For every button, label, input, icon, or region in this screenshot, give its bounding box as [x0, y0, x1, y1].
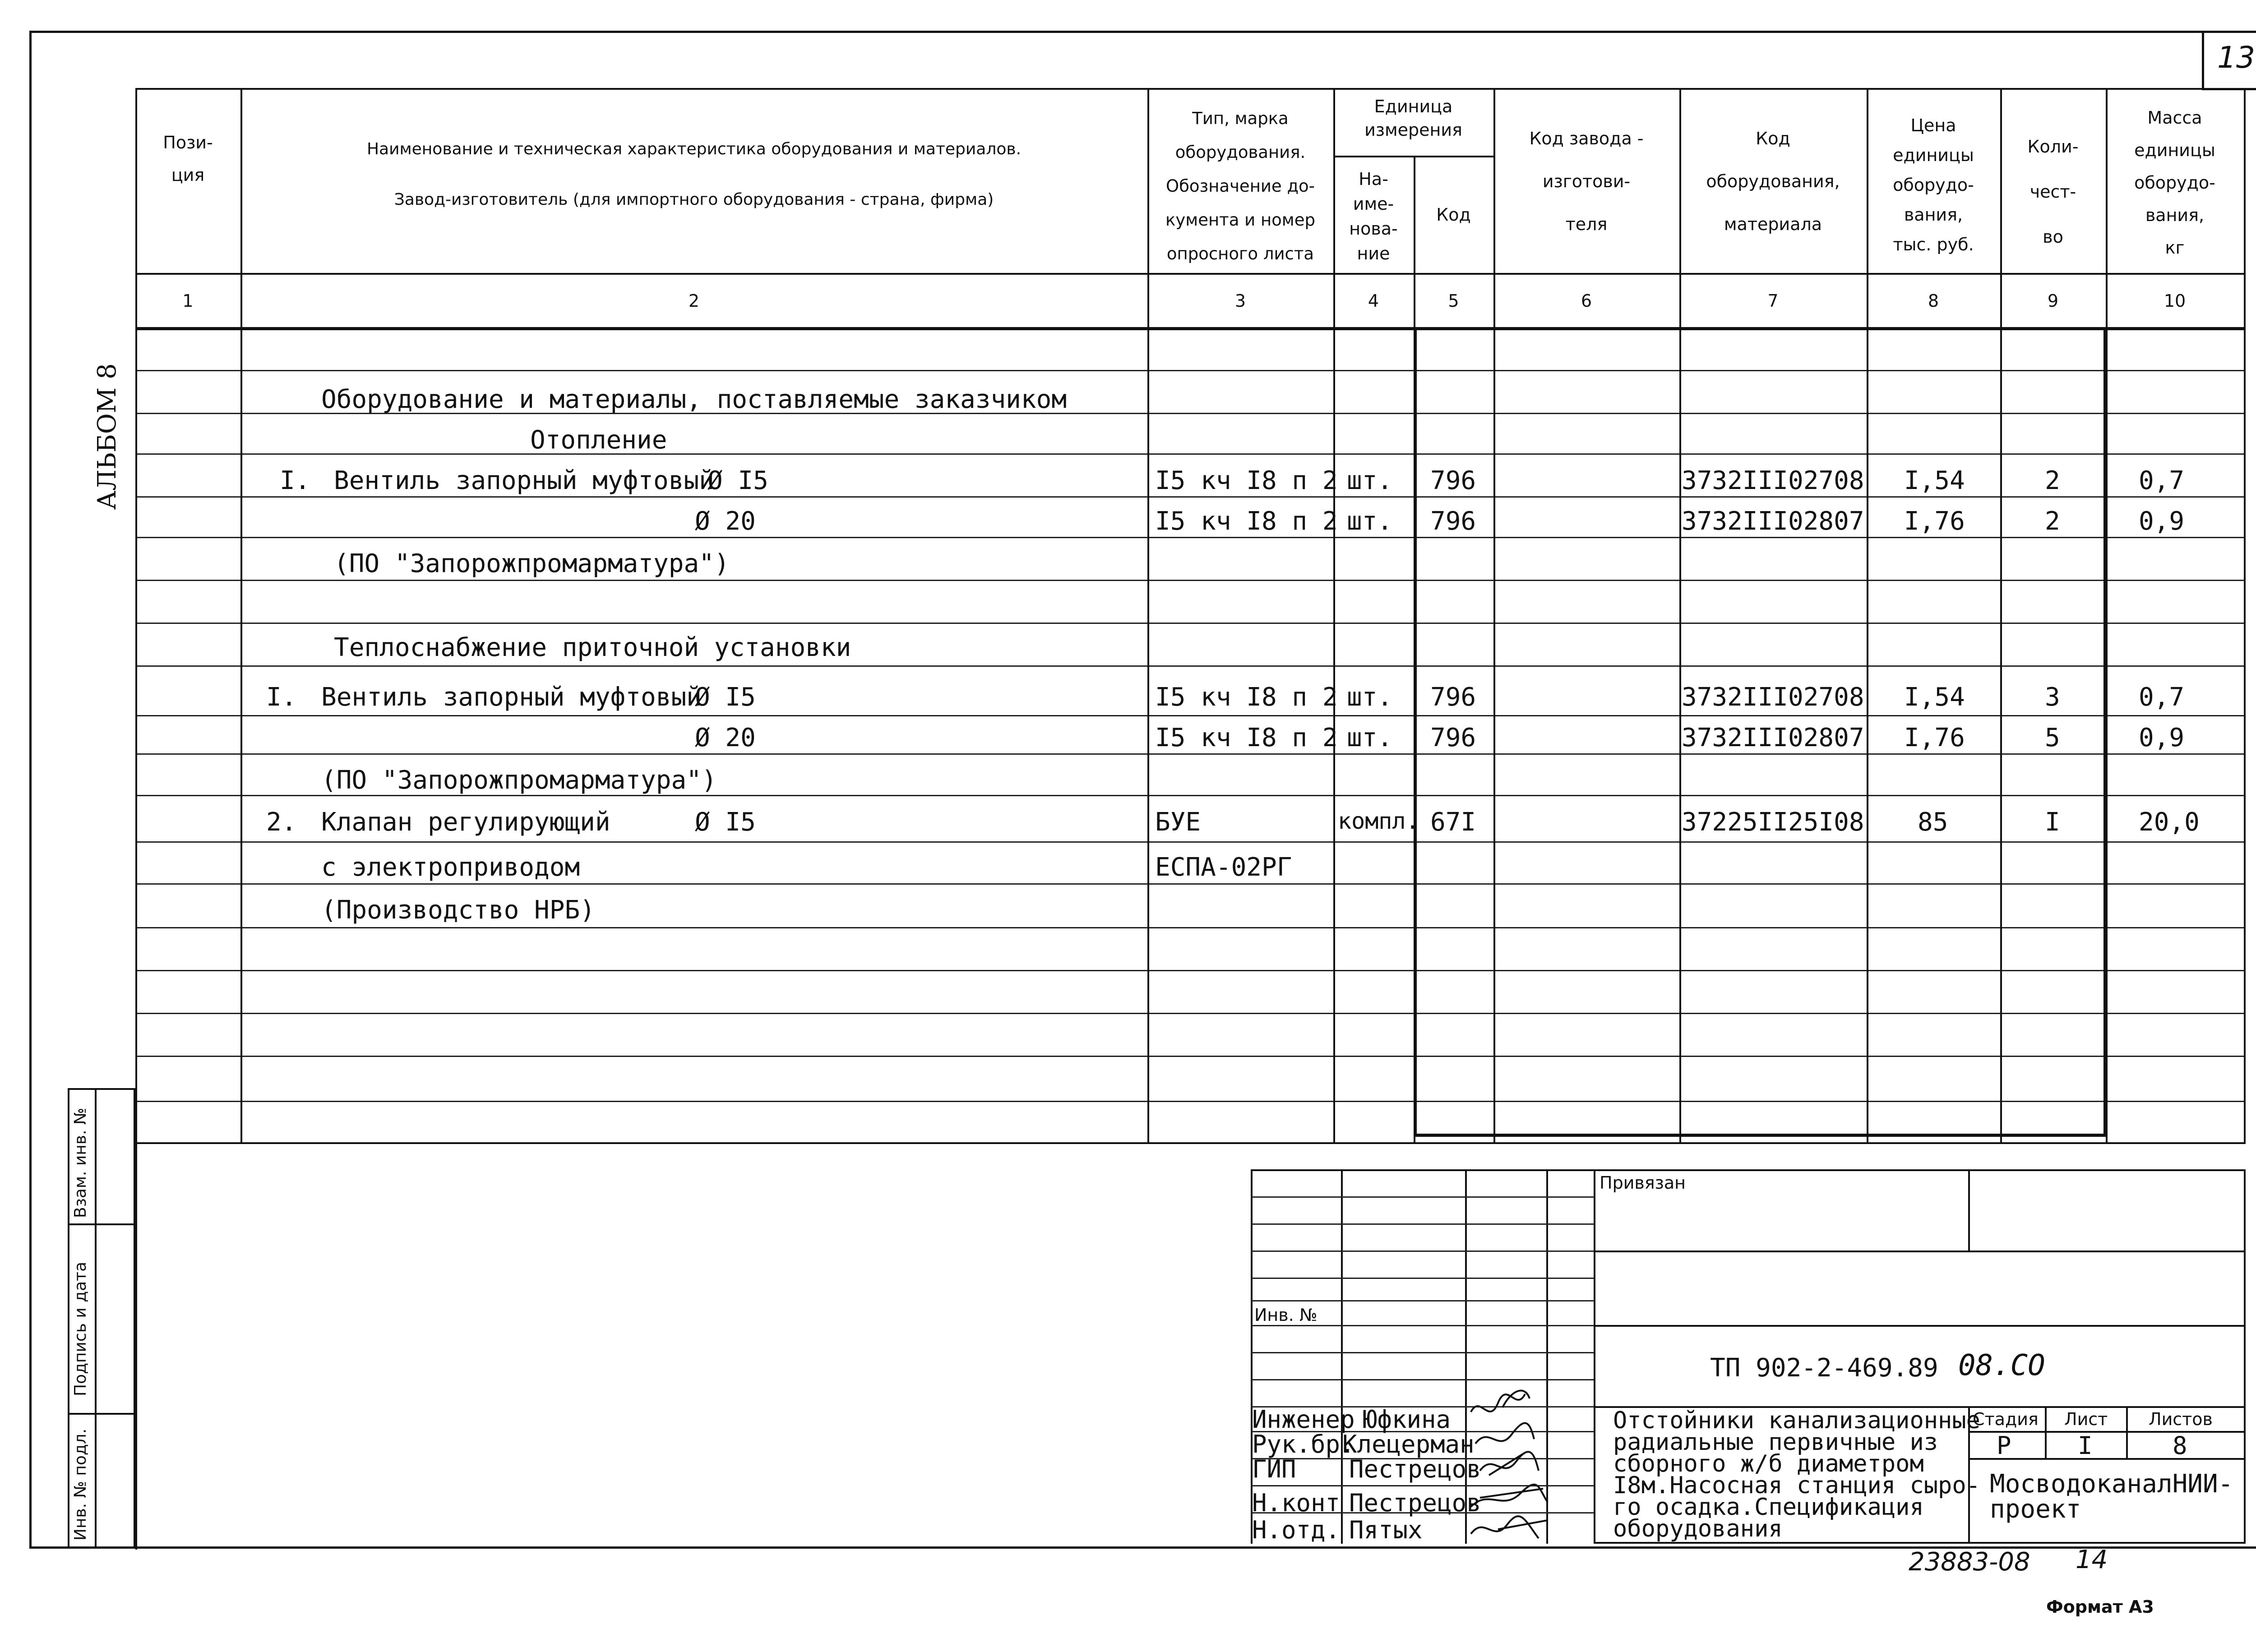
- handwritten-signatures: [1462, 1385, 1561, 1547]
- row-line: [135, 1013, 2246, 1014]
- col-num-3: 3: [1234, 291, 1246, 311]
- row-8-manufacturer: (ПО "Запорожпромарматура"): [321, 766, 717, 795]
- col-divider-6: [1679, 88, 1681, 1142]
- row-6-name: Вентиль запорный муфтовый: [321, 683, 702, 712]
- thick-box-right: [2103, 327, 2107, 1135]
- section-title: Оборудование и материалы, поставляемые заказчиком: [321, 385, 1067, 414]
- tb-right-v-privyazan: [1968, 1169, 1970, 1251]
- row-2-diameter: Ø I5: [707, 466, 768, 495]
- row-11-manufacturer: (Производство НРБ): [321, 895, 595, 925]
- row-line: [135, 623, 2246, 624]
- col-num-10: 10: [2164, 291, 2186, 311]
- row-2-code: 796: [1430, 466, 1476, 495]
- col-num-7: 7: [1767, 291, 1779, 311]
- sheet-value: I: [2078, 1431, 2093, 1460]
- row-line: [135, 453, 2246, 455]
- row-2-unit: шт.: [1347, 466, 1393, 495]
- sheets-value: 8: [2173, 1431, 2187, 1460]
- header-unit-code: Код: [1436, 205, 1471, 225]
- row-6-mass: 0,7: [2139, 683, 2185, 712]
- col-num-8: 8: [1928, 291, 1939, 311]
- row-7-price: I,76: [1904, 723, 1965, 752]
- row-line: [135, 883, 2246, 885]
- row-2-type: I5 кч I8 п 2: [1155, 466, 1338, 495]
- row-line: [135, 970, 2246, 971]
- doc-description: Отстойники канализационные радиальные первичные из сборного ж/б диаметром I8м.Насосная станция сыро- го осадка.Спецификация оборудования: [1613, 1407, 1980, 1542]
- header-equipment-code: Код оборудования, материала: [1706, 129, 1840, 234]
- sig-name-1: Юфкина: [1363, 1405, 1451, 1434]
- row-2-equipment-code: 3732III02708: [1682, 466, 1864, 495]
- thick-box-bottom: [1414, 1134, 2107, 1137]
- row-7-code: 796: [1430, 723, 1476, 752]
- row-2-price: I,54: [1904, 466, 1965, 495]
- header-type: Тип, марка оборудования. Обозначение до- кумента и номер опросного листа: [1165, 109, 1315, 263]
- row-line: [135, 841, 2246, 843]
- row-6-equipment-code: 3732III02708: [1682, 683, 1864, 712]
- col-num-5: 5: [1448, 291, 1459, 311]
- row-9-type: БУЕ: [1155, 808, 1201, 837]
- title-block-row-line: [1251, 1352, 1594, 1353]
- row-9-diameter: Ø I5: [695, 808, 756, 837]
- row-3-mass: 0,9: [2139, 507, 2185, 536]
- row-3-unit: шт.: [1347, 507, 1393, 536]
- row-6-price: I,54: [1904, 683, 1965, 712]
- archive-page: 14: [2076, 1545, 2108, 1574]
- row-9-unit: компл.: [1338, 808, 1419, 834]
- row-9-name: Клапан регулирующий: [321, 808, 610, 837]
- stamp-replaced-inv: Взам. инв. №: [71, 1107, 90, 1218]
- tb-right-line-2: [1594, 1325, 2246, 1327]
- sig-name-3: Пестрецов: [1349, 1455, 1481, 1483]
- row-9-code: 67I: [1430, 808, 1476, 837]
- row-6-unit: шт.: [1347, 683, 1393, 712]
- header-factory-code: Код завода - изготови- теля: [1529, 129, 1644, 234]
- row-6-code: 796: [1430, 683, 1476, 712]
- stamp-original-inv: Инв. № подл.: [71, 1428, 90, 1541]
- sig-role-1: Инженер: [1252, 1405, 1355, 1434]
- col-num-6: 6: [1581, 291, 1592, 311]
- column-number-line: [135, 327, 2246, 330]
- row-9-price: 85: [1918, 808, 1948, 837]
- inv-no-label: Инв. №: [1254, 1305, 1318, 1325]
- table-top-border: [135, 88, 2246, 90]
- row-3-diameter: Ø 20: [695, 507, 756, 536]
- tb-right-line-1: [1594, 1251, 2246, 1252]
- header-name: Наименование и техническая характеристика оборудования и материалов. Завод-изготовитель (для импортного оборудования - страна, фирма): [366, 140, 1022, 209]
- side-stamp-line-1: [68, 1223, 135, 1225]
- row-6-pos: I.: [266, 683, 297, 712]
- row-line: [135, 537, 2246, 538]
- col-num-4: 4: [1368, 291, 1379, 311]
- row-9-pos: 2.: [266, 808, 297, 837]
- row-7-quantity: 5: [2045, 723, 2060, 752]
- sig-role-2: Рук.бр.: [1252, 1430, 1355, 1458]
- row-3-price: I,76: [1904, 507, 1965, 536]
- title-block-row-line: [1251, 1300, 1594, 1301]
- col-num-1: 1: [182, 291, 194, 311]
- row-line: [135, 795, 2246, 796]
- tb-v1: [1341, 1169, 1343, 1544]
- row-7-unit: шт.: [1347, 723, 1393, 752]
- row-2-mass: 0,7: [2139, 466, 2185, 495]
- format-label: Формат А3: [2046, 1597, 2154, 1617]
- row-6-diameter: Ø I5: [695, 683, 756, 712]
- header-quantity: Коли- чест- во: [2027, 137, 2079, 247]
- title-block-row-line: [1251, 1223, 1594, 1225]
- table-right-border: [2244, 88, 2246, 1142]
- organization: МосводоканалНИИ- проект: [1990, 1469, 2233, 1524]
- sig-role-3: ГИП: [1252, 1455, 1296, 1483]
- row-2-quantity: 2: [2045, 466, 2060, 495]
- row-7-type: I5 кч I8 п 2: [1155, 723, 1338, 752]
- sheet-label: Лист: [2064, 1409, 2108, 1429]
- row-9-equipment-code: 37225II25I08: [1682, 808, 1864, 837]
- sig-name-5: Пятых: [1349, 1516, 1423, 1544]
- header-mass: Масса единицы оборудо- вания, кг: [2134, 108, 2215, 258]
- row-line: [135, 715, 2246, 716]
- row-line: [135, 753, 2246, 755]
- col-num-2: 2: [688, 291, 700, 311]
- row-10-type: ЕСПА-02РГ: [1155, 853, 1292, 882]
- doc-code: ТП 902-2-469.89: [1710, 1353, 1938, 1383]
- stamp-signature-date: Подпись и дата: [71, 1261, 90, 1396]
- title-block-row-line: [1251, 1278, 1594, 1279]
- stage-label: Стадия: [1973, 1409, 2039, 1429]
- row-3-code: 796: [1430, 507, 1476, 536]
- title-block-row-line: [1251, 1196, 1594, 1198]
- row-9-quantity: I: [2045, 808, 2060, 837]
- doc-suffix: 08.СО: [1958, 1349, 2045, 1382]
- stage-value: Р: [1997, 1431, 2011, 1460]
- table-bottom-line: [135, 1142, 2246, 1144]
- sig-name-2: Клецерман: [1342, 1430, 1475, 1458]
- row-line: [135, 665, 2246, 667]
- album-label: АЛЬБОМ 8: [92, 363, 122, 510]
- row-6-quantity: 3: [2045, 683, 2060, 712]
- side-stamp-divider: [95, 1088, 97, 1548]
- header-position: Пози- ция: [163, 133, 213, 185]
- row-10-name: с электроприводом: [321, 853, 580, 882]
- row-9-mass: 20,0: [2139, 808, 2200, 837]
- row-7-mass: 0,9: [2139, 723, 2185, 752]
- row-7-diameter: Ø 20: [695, 723, 756, 752]
- side-stamp-line-2: [68, 1413, 135, 1415]
- row-4-manufacturer: (ПО "Запорожпромарматура"): [334, 549, 730, 578]
- privyazan-label: Привязан: [1600, 1173, 1686, 1193]
- sig-role-4: Н.конт: [1252, 1489, 1341, 1517]
- row-line: [135, 1101, 2246, 1102]
- header-price: Цена единицы оборудо- вания, тыс. руб.: [1893, 115, 1974, 254]
- row-3-equipment-code: 3732III02807: [1682, 507, 1864, 536]
- header-bottom-line: [135, 273, 2246, 275]
- col-divider-5: [1493, 88, 1495, 1142]
- subsection-heating: Отопление: [530, 425, 667, 455]
- header-unit-name: На- име- нова- ние: [1349, 169, 1398, 263]
- row-line: [135, 1056, 2246, 1057]
- row-3-quantity: 2: [2045, 507, 2060, 536]
- subsection-heat-supply: Теплоснабжение приточной установки: [334, 633, 851, 662]
- title-block-row-line: [1251, 1251, 1594, 1252]
- archive-number: 23883-08: [1909, 1547, 2030, 1577]
- sig-role-5: Н.отд.: [1252, 1516, 1341, 1544]
- row-6-type: I5 кч I8 п 2: [1155, 683, 1338, 712]
- sheet-number: 13: [2202, 31, 2256, 90]
- row-line: [135, 580, 2246, 581]
- row-line: [135, 370, 2246, 371]
- sheets-label: Листов: [2149, 1409, 2213, 1429]
- col-num-9: 9: [2047, 291, 2059, 311]
- col-divider-1: [240, 88, 242, 1142]
- title-block-row-line: [1251, 1379, 1594, 1380]
- sig-name-4: Пестрецов: [1349, 1489, 1481, 1517]
- thick-box-left: [1414, 327, 1417, 1135]
- header-units: Единица измерения: [1364, 97, 1462, 140]
- title-block-row-line: [1251, 1325, 1594, 1326]
- row-2-pos: I.: [280, 466, 310, 495]
- row-line: [135, 496, 2246, 498]
- row-3-type: I5 кч I8 п 2: [1155, 507, 1338, 536]
- row-2-name: Вентиль запорный муфтовый: [334, 466, 714, 495]
- row-7-equipment-code: 3732III02807: [1682, 723, 1864, 752]
- row-line: [135, 927, 2246, 928]
